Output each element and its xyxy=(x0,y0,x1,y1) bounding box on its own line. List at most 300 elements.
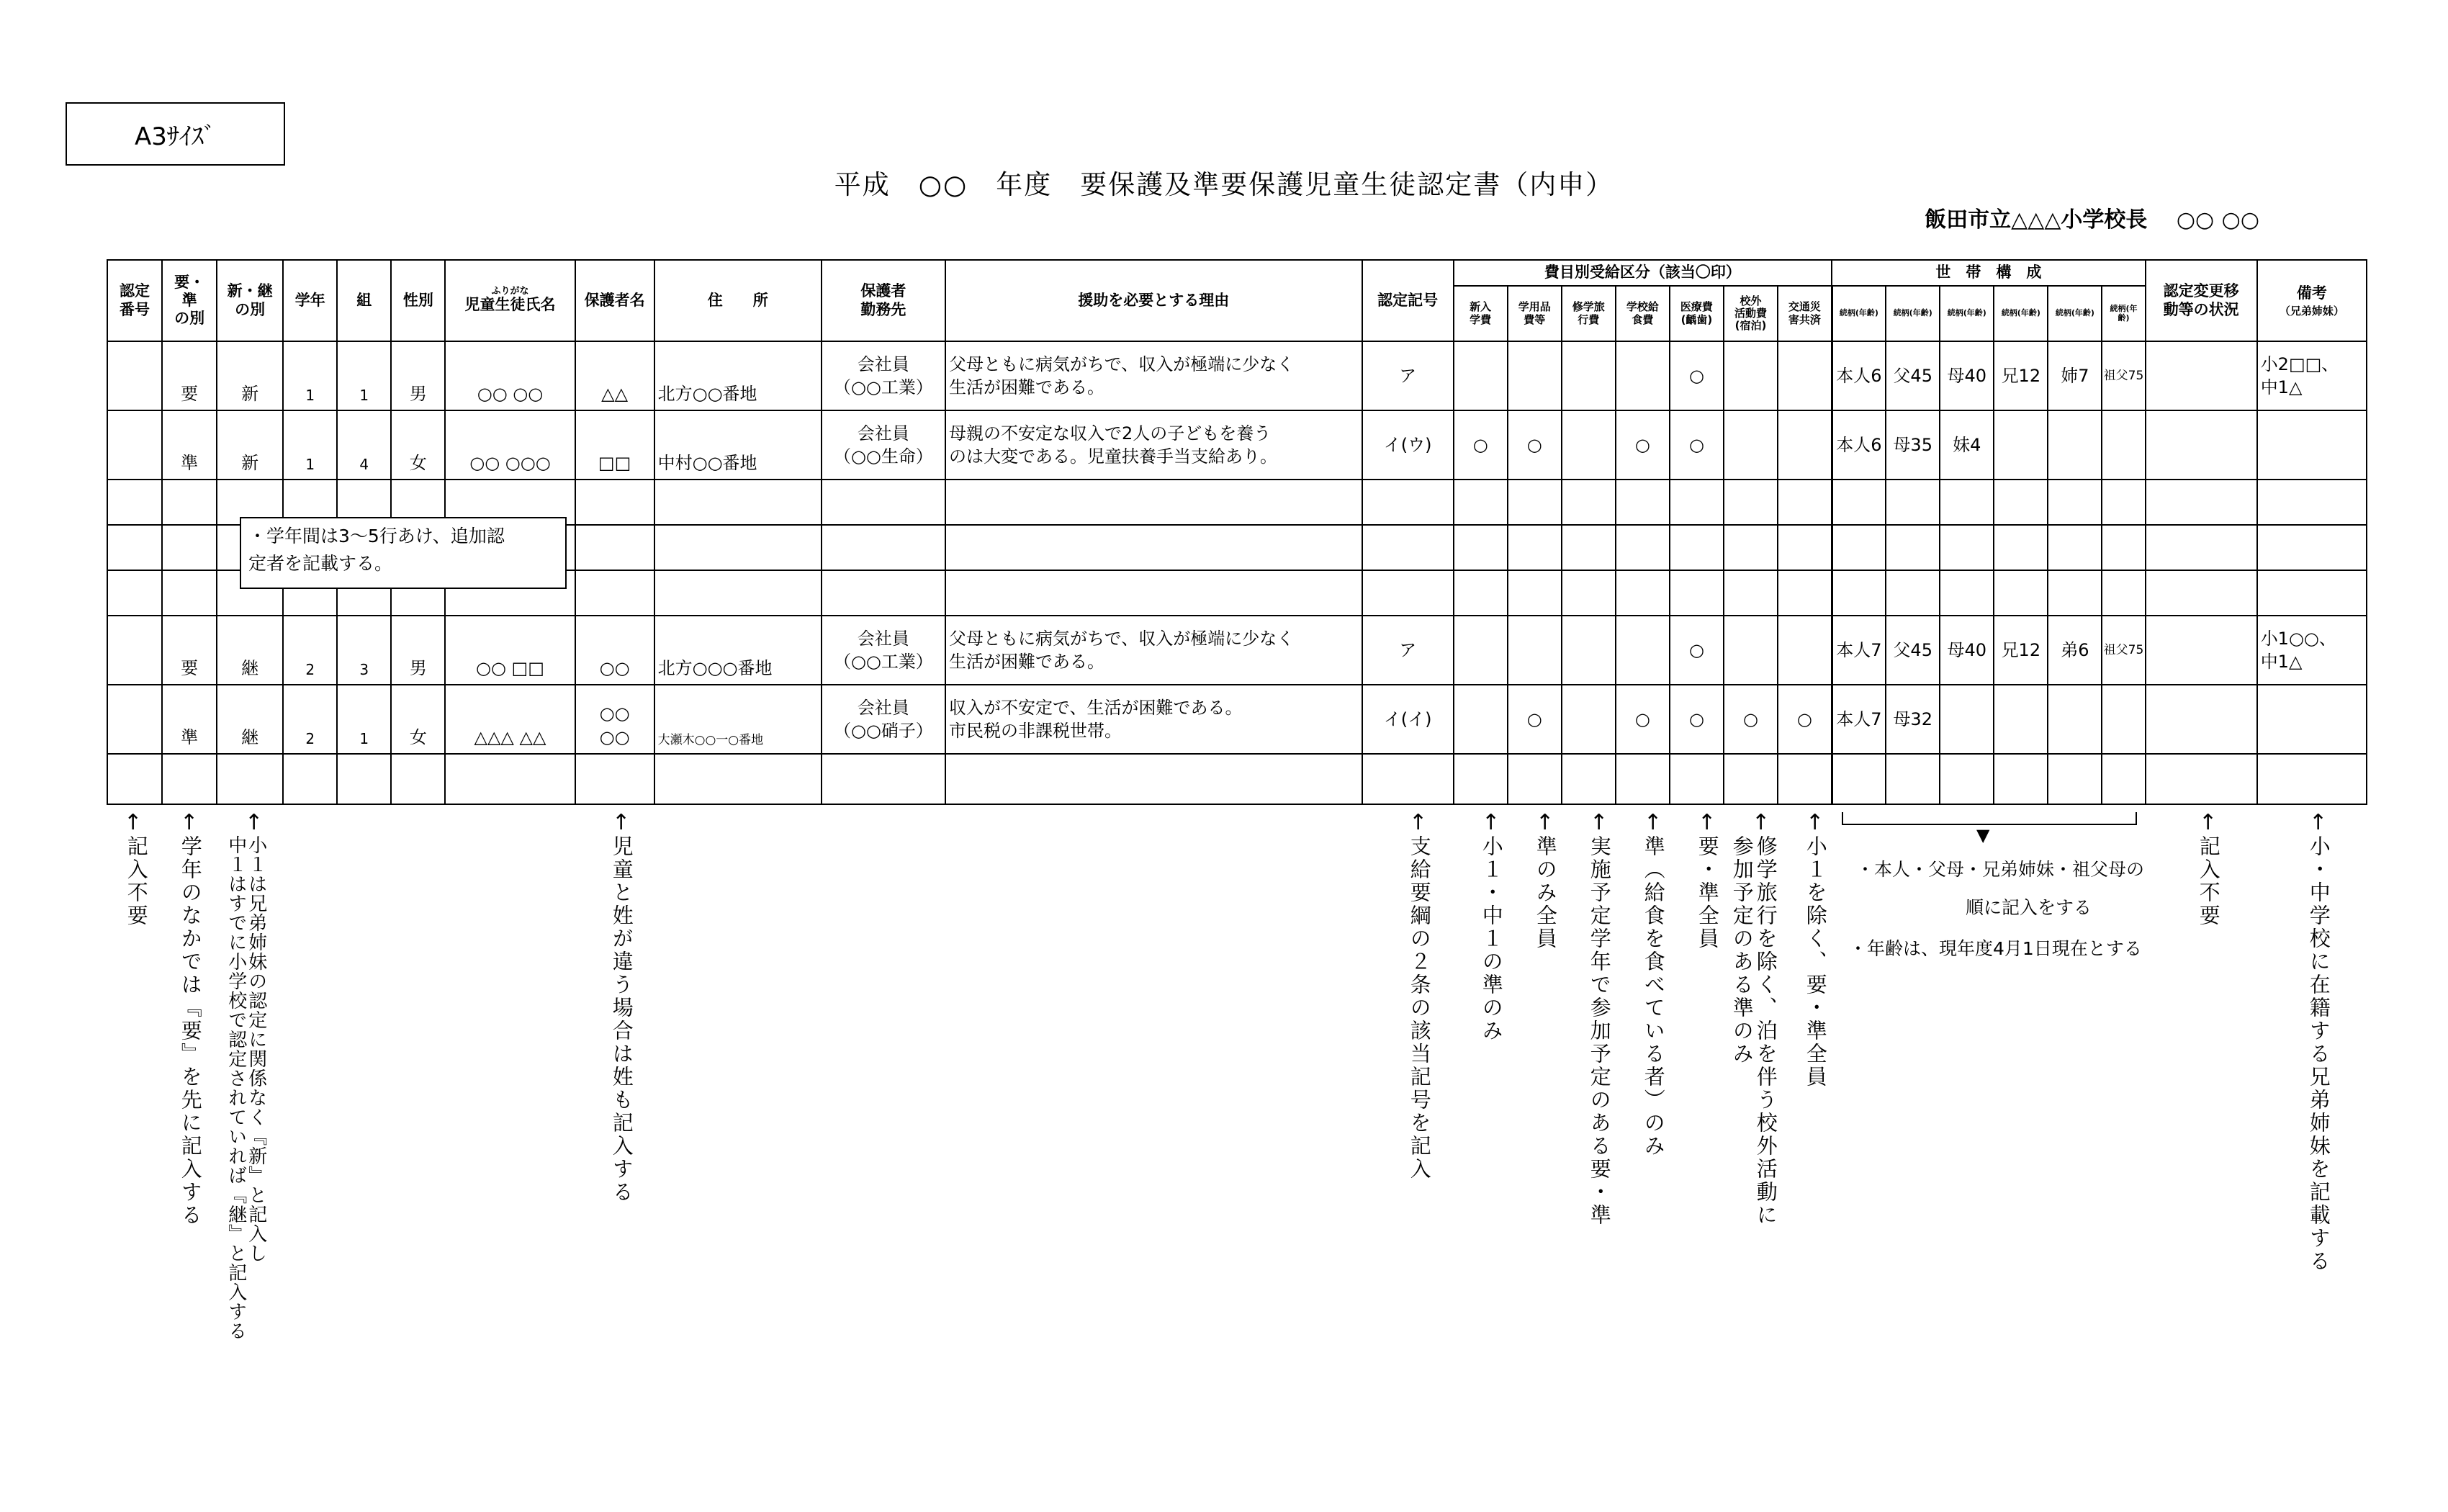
header-hogosha xyxy=(575,260,654,341)
cell-blank xyxy=(1362,525,1454,570)
header-sublabel: （兄弟姉妹） xyxy=(2279,304,2344,318)
cell-himoku-7: ○ xyxy=(1778,685,1832,754)
table-row xyxy=(107,685,2367,754)
cell-blank xyxy=(822,525,945,570)
header-gakunen xyxy=(283,260,337,341)
table-row xyxy=(107,341,2367,410)
cell-kigo: ア xyxy=(1362,341,1454,410)
annotation-biko: 小・中学校に在籍する兄弟姉妹を記載する xyxy=(2306,835,2331,1273)
kinmusaki-company: （○○硝子） xyxy=(833,721,933,741)
cell-blank xyxy=(1454,570,1508,616)
cell-setai-4: 兄12 xyxy=(1994,341,2048,410)
cell-blank xyxy=(2102,480,2145,525)
cell-blank xyxy=(1616,754,1670,804)
cell-gakunen: 2 xyxy=(283,685,337,754)
paper-size-label: A3ｻｲｽﾞ xyxy=(135,122,216,151)
cell-jido-name: △△△ △△ xyxy=(445,685,575,754)
cell-himoku-6: ○ xyxy=(1724,685,1778,754)
cell-setai-3 xyxy=(1940,685,1994,754)
cell-blank xyxy=(1778,480,1832,525)
arrow-icon: ↑ xyxy=(612,810,631,835)
cell-blank xyxy=(2048,754,2102,804)
cell-blank xyxy=(2257,480,2367,525)
cell-blank xyxy=(1508,754,1562,804)
cell-shin-kei: 継 xyxy=(217,685,283,754)
cell-jusho: 中村○○番地 xyxy=(654,410,822,480)
paper-size-box xyxy=(66,102,285,166)
header-himoku-3 xyxy=(1562,286,1616,341)
furigana-label: ふりがな xyxy=(491,286,529,297)
cell-himoku-3 xyxy=(1562,341,1616,410)
kinmusaki-occupation: 会社員 xyxy=(857,423,909,444)
cell-seibetsu: 女 xyxy=(391,685,445,754)
cell-blank xyxy=(654,480,822,525)
cell-blank xyxy=(107,754,162,804)
annotation-himoku-4: 準（給食を食べている者）のみ xyxy=(1641,835,1666,1158)
header-label: 続柄(年齢) xyxy=(1947,308,1986,318)
cell-himoku-1 xyxy=(1454,341,1508,410)
blank-row xyxy=(107,754,2367,804)
arrow-icon: ↑ xyxy=(2309,810,2328,835)
header-setai-1 xyxy=(1832,286,1886,341)
cell-setai-5 xyxy=(2048,410,2102,480)
cell-blank xyxy=(575,525,654,570)
cell-blank xyxy=(822,570,945,616)
header-shin-kei xyxy=(217,260,283,341)
cell-blank xyxy=(391,754,445,804)
cell-blank xyxy=(822,754,945,804)
cell-blank xyxy=(1994,480,2048,525)
cell-blank xyxy=(2257,525,2367,570)
header-yo-jun xyxy=(162,260,217,341)
arrow-icon: ↑ xyxy=(1590,810,1608,835)
cell-henko xyxy=(2146,685,2257,754)
header-himoku-6 xyxy=(1724,286,1778,341)
cell-kumi: 1 xyxy=(337,685,391,754)
header-label: 要・ 準 の別 xyxy=(174,273,205,328)
cell-kumi: 4 xyxy=(337,410,391,480)
cell-kinmusaki xyxy=(822,341,945,410)
cell-jido-name: ○○ ○○○ xyxy=(445,410,575,480)
cell-himoku-5: ○ xyxy=(1670,410,1724,480)
header-label: 続柄(年齢) xyxy=(2055,308,2094,318)
annotation-hogosha: 児童と姓が違う場合は姓も記入する xyxy=(609,835,634,1204)
cell-blank xyxy=(945,525,1362,570)
cell-himoku-3 xyxy=(1562,410,1616,480)
cell-jusho: 北方○○○番地 xyxy=(654,616,822,685)
header-setai-4 xyxy=(1994,286,2048,341)
cell-kumi: 3 xyxy=(337,616,391,685)
header-label: 援助を必要とする理由 xyxy=(1078,291,1230,309)
cell-blank xyxy=(2048,525,2102,570)
cell-nintei-bango xyxy=(107,341,162,410)
document-title: 平成 ○○ 年度 要保護及準要保護児童生徒認定書（内申） xyxy=(834,169,1614,200)
cell-himoku-1: ○ xyxy=(1454,410,1508,480)
cell-blank xyxy=(1724,754,1778,804)
kinmusaki-company: （○○生命） xyxy=(833,446,933,467)
cell-blank xyxy=(1724,480,1778,525)
header-label: 続柄(年齢) xyxy=(1839,308,1878,318)
annotation-henko: 記入不要 xyxy=(2196,835,2221,927)
cell-himoku-4: ○ xyxy=(1616,410,1670,480)
header-label: 認定 番号 xyxy=(120,282,150,318)
cell-blank xyxy=(1994,525,2048,570)
header-setai-6 xyxy=(2102,286,2145,341)
cell-blank xyxy=(1886,480,1940,525)
kinmusaki-occupation: 会社員 xyxy=(857,628,909,649)
cell-blank xyxy=(945,754,1362,804)
cell-setai-2: 母32 xyxy=(1886,685,1940,754)
cell-himoku-2: ○ xyxy=(1508,685,1562,754)
arrow-icon: ↑ xyxy=(1698,810,1716,835)
header-label: 学校給 食費 xyxy=(1626,300,1659,326)
cell-setai-5 xyxy=(2048,685,2102,754)
cell-riyu: 父母ともに病気がちで、収入が極端に少なく 生活が困難である。 xyxy=(945,341,1362,410)
header-label: 費目別受給区分（該当〇印） xyxy=(1544,264,1741,282)
cell-blank xyxy=(1670,480,1724,525)
cell-blank xyxy=(1616,480,1670,525)
cell-blank xyxy=(945,570,1362,616)
header-label: 世 帯 構 成 xyxy=(1935,264,2042,282)
arrow-icon: ↑ xyxy=(1536,810,1554,835)
cell-blank xyxy=(217,754,283,804)
cell-riyu: 収入が不安定で、生活が困難である。 市民税の非課税世帯。 xyxy=(945,685,1362,754)
cell-blank xyxy=(1778,525,1832,570)
cell-henko xyxy=(2146,410,2257,480)
header-biko xyxy=(2257,260,2367,341)
header-jusho xyxy=(654,260,822,341)
cell-blank xyxy=(1670,525,1724,570)
cell-blank xyxy=(1454,480,1508,525)
cell-blank xyxy=(1362,754,1454,804)
cell-setai-5: 姉7 xyxy=(2048,341,2102,410)
cell-setai-1: 本人7 xyxy=(1832,616,1886,685)
cell-blank xyxy=(107,570,162,616)
cell-himoku-2 xyxy=(1508,341,1562,410)
annotation-shin-kei-1: 小１は兄弟姉妹の認定に関係なく『新』と記入し xyxy=(245,835,267,1263)
header-label: 性別 xyxy=(402,291,433,309)
annotation-himoku-6-2: 参加予定のある準のみ xyxy=(1729,835,1755,1066)
annotation-setai-1: ・本人・父母・兄弟姉妹・祖父母の xyxy=(1856,859,2145,880)
cell-himoku-7 xyxy=(1778,341,1832,410)
cell-gakunen: 2 xyxy=(283,616,337,685)
setai-bracket xyxy=(1842,812,2137,825)
cell-shin-kei: 新 xyxy=(217,410,283,480)
cell-setai-1: 本人6 xyxy=(1832,410,1886,480)
cell-nintei-bango xyxy=(107,685,162,754)
cell-jusho: 北方○○番地 xyxy=(654,341,822,410)
cell-gakunen: 1 xyxy=(283,410,337,480)
cell-shin-kei: 新 xyxy=(217,341,283,410)
cell-blank xyxy=(1886,525,1940,570)
cell-blank xyxy=(2048,480,2102,525)
cell-jido-name: ○○ □□ xyxy=(445,616,575,685)
cell-blank xyxy=(654,570,822,616)
cell-blank xyxy=(107,525,162,570)
header-riyu xyxy=(945,260,1362,341)
header-himoku-group xyxy=(1454,260,1832,286)
cell-setai-2: 父45 xyxy=(1886,616,1940,685)
arrow-icon: ↑ xyxy=(245,810,264,835)
header-label: 学年 xyxy=(294,291,325,309)
arrow-icon: ↑ xyxy=(1752,810,1770,835)
cell-blank xyxy=(1994,754,2048,804)
header-row-1 xyxy=(107,260,2367,286)
cell-biko xyxy=(2257,685,2367,754)
cell-blank xyxy=(337,754,391,804)
cell-blank xyxy=(945,480,1362,525)
cell-shin-kei: 継 xyxy=(217,616,283,685)
cell-henko xyxy=(2146,616,2257,685)
annotation-himoku-5: 要・準全員 xyxy=(1695,835,1720,950)
cell-himoku-3 xyxy=(1562,685,1616,754)
cell-blank xyxy=(2102,570,2145,616)
cell-jido-name: ○○ ○○ xyxy=(445,341,575,410)
cell-blank xyxy=(162,570,217,616)
header-himoku-2 xyxy=(1508,286,1562,341)
header-setai-5 xyxy=(2048,286,2102,341)
header-seibetsu xyxy=(391,260,445,341)
cell-blank xyxy=(162,754,217,804)
header-label: 新・継 の別 xyxy=(227,282,273,318)
cell-setai-6: 祖父75 xyxy=(2102,341,2145,410)
header-kigo xyxy=(1362,260,1454,341)
cell-hogosha: ○○ xyxy=(575,616,654,685)
cell-kumi: 1 xyxy=(337,341,391,410)
cell-blank xyxy=(1508,525,1562,570)
cell-himoku-5: ○ xyxy=(1670,616,1724,685)
header-himoku-1 xyxy=(1454,286,1508,341)
cell-setai-6 xyxy=(2102,685,2145,754)
header-setai-group xyxy=(1832,260,2145,286)
cell-kigo: ア xyxy=(1362,616,1454,685)
cell-kinmusaki xyxy=(822,616,945,685)
cell-jusho: 大瀬木○○一○番地 xyxy=(654,685,822,754)
cell-biko: 小1○○、 中1△ xyxy=(2257,616,2367,685)
header-label: 続柄(年齢) xyxy=(2110,303,2138,323)
principal-name: 飯田市立△△△小学校長 ○○ ○○ xyxy=(1925,207,2259,233)
cell-biko xyxy=(2257,410,2367,480)
annotation-kigo: 支給要綱の２条の該当記号を記入 xyxy=(1407,835,1432,1181)
cell-blank xyxy=(1886,754,1940,804)
header-setai-3 xyxy=(1940,286,1994,341)
cell-yo-jun: 要 xyxy=(162,616,217,685)
cell-blank xyxy=(1832,525,1886,570)
cell-himoku-5: ○ xyxy=(1670,685,1724,754)
cell-himoku-1 xyxy=(1454,685,1508,754)
cell-blank xyxy=(2102,754,2145,804)
cell-himoku-5: ○ xyxy=(1670,341,1724,410)
cell-blank xyxy=(1562,570,1616,616)
arrow-icon: ↑ xyxy=(1482,810,1500,835)
header-kinmusaki xyxy=(822,260,945,341)
header-label: 続柄(年齢) xyxy=(1893,308,1932,318)
header-setai-2 xyxy=(1886,286,1940,341)
cell-blank xyxy=(1886,570,1940,616)
cell-nintei-bango xyxy=(107,616,162,685)
cell-blank xyxy=(1616,525,1670,570)
annotation-setai-3: ・年齢は、現年度4月1日現在とする xyxy=(1849,938,2142,959)
cell-seibetsu: 男 xyxy=(391,616,445,685)
cell-blank xyxy=(2102,525,2145,570)
cell-himoku-4: ○ xyxy=(1616,685,1670,754)
cell-setai-5: 弟6 xyxy=(2048,616,2102,685)
cell-blank xyxy=(575,754,654,804)
cell-blank xyxy=(2146,754,2257,804)
cell-henko xyxy=(2146,341,2257,410)
header-henko xyxy=(2146,260,2257,341)
table-row xyxy=(107,616,2367,685)
cell-himoku-2: ○ xyxy=(1508,410,1562,480)
cell-himoku-7 xyxy=(1778,616,1832,685)
kinmusaki-company: （○○工業） xyxy=(833,377,933,397)
cell-blank xyxy=(2048,570,2102,616)
cell-blank xyxy=(162,480,217,525)
cell-kigo: イ(ウ) xyxy=(1362,410,1454,480)
cell-blank xyxy=(1940,754,1994,804)
header-label: 認定記号 xyxy=(1377,291,1439,309)
cell-setai-2: 母35 xyxy=(1886,410,1940,480)
cell-himoku-3 xyxy=(1562,616,1616,685)
cell-blank xyxy=(2257,570,2367,616)
cell-blank xyxy=(1454,525,1508,570)
annotation-himoku-2: 準のみ全員 xyxy=(1533,835,1558,950)
kinmusaki-occupation: 会社員 xyxy=(857,354,909,374)
cell-blank xyxy=(1616,570,1670,616)
cell-blank xyxy=(1508,480,1562,525)
cell-blank xyxy=(654,754,822,804)
header-kumi xyxy=(337,260,391,341)
annotation-yo-jun: 学年のなかでは『要』を先に記入する xyxy=(178,835,203,1227)
cell-hogosha: □□ xyxy=(575,410,654,480)
header-label: 組 xyxy=(356,291,372,309)
header-label: 続柄(年齢) xyxy=(2001,308,2040,318)
cell-riyu: 母親の不安定な収入で2人の子どもを養う のは大変である。児童扶養手当支給あり。 xyxy=(945,410,1362,480)
cell-himoku-7 xyxy=(1778,410,1832,480)
cell-setai-3: 妹4 xyxy=(1940,410,1994,480)
arrow-icon: ↑ xyxy=(124,810,143,835)
cell-blank xyxy=(445,754,575,804)
arrow-icon: ↑ xyxy=(1409,810,1428,835)
cell-himoku-2 xyxy=(1508,616,1562,685)
cell-yo-jun: 準 xyxy=(162,685,217,754)
cell-blank xyxy=(1508,570,1562,616)
header-label: 学用品 費等 xyxy=(1518,300,1551,326)
header-label: 交通災 害共済 xyxy=(1788,300,1821,326)
kinmusaki-occupation: 会社員 xyxy=(857,697,909,718)
cell-himoku-4 xyxy=(1616,341,1670,410)
cell-blank xyxy=(2146,480,2257,525)
header-jido-name xyxy=(445,260,575,341)
header-label: 修学旅 行費 xyxy=(1572,300,1605,326)
table-row xyxy=(107,410,2367,480)
header-label: 保護者名 xyxy=(584,291,645,309)
cell-setai-4 xyxy=(1994,685,2048,754)
cell-blank xyxy=(1362,480,1454,525)
cell-blank xyxy=(575,480,654,525)
cell-blank xyxy=(575,570,654,616)
annotation-himoku-1: 小１・中１の準のみ xyxy=(1479,835,1504,1043)
cell-blank xyxy=(1832,754,1886,804)
kinmusaki-company: （○○工業） xyxy=(833,652,933,672)
cell-blank xyxy=(1778,754,1832,804)
header-label: 認定変更移 動等の状況 xyxy=(2163,282,2239,318)
cell-setai-6 xyxy=(2102,410,2145,480)
annotation-nintei-bango: 記入不要 xyxy=(124,835,149,927)
cell-seibetsu: 男 xyxy=(391,341,445,410)
cell-setai-6: 祖父75 xyxy=(2102,616,2145,685)
arrow-icon: ↑ xyxy=(2199,810,2218,835)
cell-blank xyxy=(2257,754,2367,804)
cell-himoku-6 xyxy=(1724,410,1778,480)
cell-blank xyxy=(1994,570,2048,616)
cell-blank xyxy=(1562,525,1616,570)
cell-blank xyxy=(1454,754,1508,804)
cell-blank xyxy=(1778,570,1832,616)
header-label: 新入 学費 xyxy=(1470,300,1492,326)
cell-kinmusaki xyxy=(822,685,945,754)
cell-himoku-6 xyxy=(1724,341,1778,410)
cell-blank xyxy=(162,525,217,570)
annotation-himoku-6-1: 修学旅行を除く、泊を伴う校外活動に xyxy=(1753,835,1778,1227)
cell-blank xyxy=(1832,480,1886,525)
cell-yo-jun: 準 xyxy=(162,410,217,480)
header-label: 備考 xyxy=(2296,284,2327,302)
cell-yo-jun: 要 xyxy=(162,341,217,410)
cell-blank xyxy=(822,480,945,525)
cell-blank xyxy=(1940,570,1994,616)
cell-nintei-bango xyxy=(107,410,162,480)
cell-setai-3: 母40 xyxy=(1940,616,1994,685)
cell-blank xyxy=(1670,570,1724,616)
header-label: 保護者 勤務先 xyxy=(860,282,906,318)
annotation-setai-2: 順に記入をする xyxy=(1966,897,2092,918)
header-himoku-4 xyxy=(1616,286,1670,341)
annotation-shin-kei-2: 中１はすでに小学校で認定されていれば『継』と記入する xyxy=(225,835,247,1341)
arrow-icon: ↑ xyxy=(1806,810,1824,835)
header-label: 校外 活動費 (宿泊) xyxy=(1734,294,1767,333)
cell-gakunen: 1 xyxy=(283,341,337,410)
cell-setai-1: 本人6 xyxy=(1832,341,1886,410)
annotation-himoku-7: 小１を除く、要・準全員 xyxy=(1803,835,1828,1089)
annotation-himoku-3: 実施予定学年で参加予定のある要・準 xyxy=(1587,835,1612,1227)
cell-himoku-4 xyxy=(1616,616,1670,685)
cell-blank xyxy=(1940,525,1994,570)
arrow-icon: ↑ xyxy=(1644,810,1662,835)
arrow-icon: ↑ xyxy=(180,810,199,835)
cell-blank xyxy=(1724,570,1778,616)
cell-blank xyxy=(654,525,822,570)
cell-hogosha: △△ xyxy=(575,341,654,410)
cell-blank xyxy=(2146,570,2257,616)
cell-setai-4: 兄12 xyxy=(1994,616,2048,685)
cell-setai-4 xyxy=(1994,410,2048,480)
cell-setai-1: 本人7 xyxy=(1832,685,1886,754)
cell-blank xyxy=(1670,754,1724,804)
blank-rows-note: ・学年間は3～5行あけ、追加認 定者を記載する。 xyxy=(240,517,567,589)
cell-himoku-1 xyxy=(1454,616,1508,685)
header-nintei-bango xyxy=(107,260,162,341)
cell-blank xyxy=(107,480,162,525)
down-arrow-icon: ▼ xyxy=(1976,825,1990,845)
cell-blank xyxy=(1562,754,1616,804)
cell-setai-3: 母40 xyxy=(1940,341,1994,410)
cell-blank xyxy=(1940,480,1994,525)
cell-blank xyxy=(283,754,337,804)
cell-setai-2: 父45 xyxy=(1886,341,1940,410)
cell-blank xyxy=(1832,570,1886,616)
cell-riyu: 父母ともに病気がちで、収入が極端に少なく 生活が困難である。 xyxy=(945,616,1362,685)
